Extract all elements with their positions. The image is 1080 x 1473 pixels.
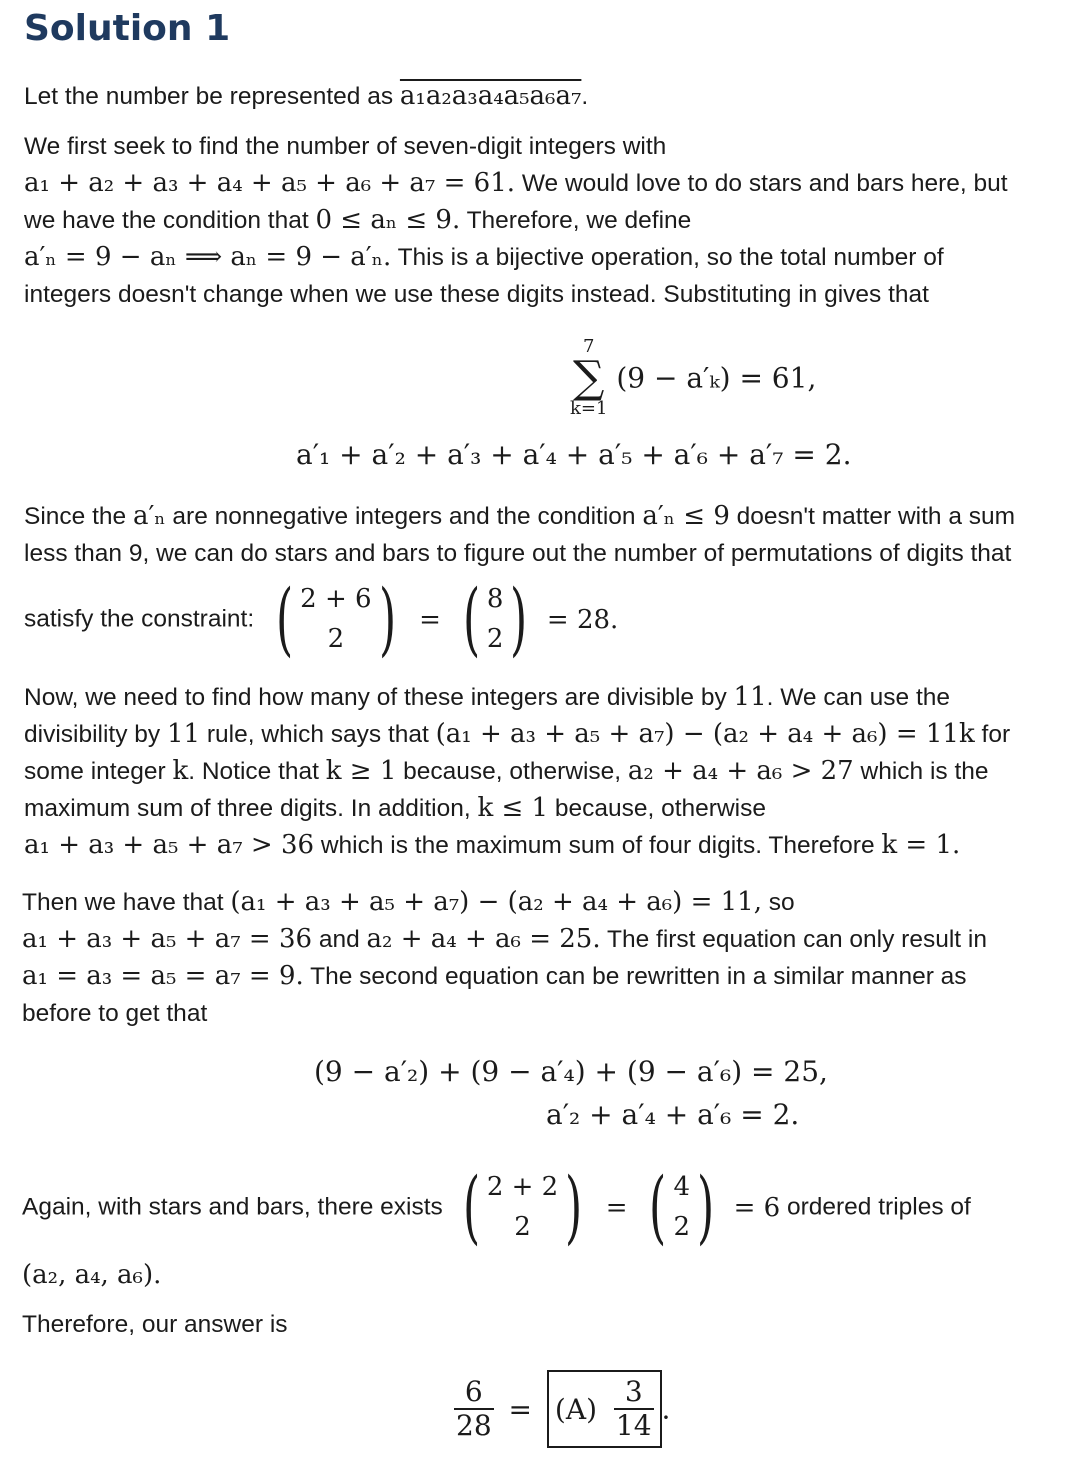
- binomial-2plus2-choose-2: ( 2 + 2 2 ): [462, 1160, 583, 1253]
- number-notation: a₁a₂a₃a₄a₅a₆a₇: [399, 81, 582, 111]
- p5-line1: Then we have that (a₁ + a₃ + a₅ + a₇) − (a₂ + a₄ + a₆) = 11, so: [22, 887, 795, 917]
- p4-line1: Now, we need to find how many of these integers are divisible by 11. We can use the: [24, 682, 951, 712]
- p2-line3: we have the condition that 0 ≤ aₙ ≤ 9. Therefore, we define: [24, 205, 692, 235]
- p6-line2: (a₂, a₄, a₆).: [22, 1260, 162, 1290]
- p7-line: Therefore, our answer is: [22, 1311, 288, 1338]
- p4-line4: maximum sum of three digits. In addition, k ≤ 1 because, otherwise: [24, 793, 766, 823]
- solution-title: Solution 1: [24, 8, 231, 49]
- p2-line1: We first seek to find the number of seven-digit integers with: [24, 133, 667, 160]
- p2-line2: a₁ + a₂ + a₃ + a₄ + a₅ + a₆ + a₇ = 61. We would love to do stars and bars here, but: [24, 168, 1008, 198]
- p6-line1: Again, with stars and bars, there exists ( 2 + 2 2 ) = ( 4 2) = 6 ordered triples of: [22, 1160, 971, 1253]
- reduced-equation: a′₂ + a′₄ + a′₆ = 2.: [546, 1098, 800, 1131]
- p5-line4: before to get that: [22, 1000, 208, 1027]
- p4-line5: a₁ + a₃ + a₅ + a₇ > 36 which is the maximum sum of four digits. Therefore k = 1.: [24, 830, 961, 860]
- summation-equation: 7 ∑ k=1 (9 − a′ₖ) = 61,: [570, 336, 817, 419]
- p4-line2: divisibility by 11 rule, which says that (a₁ + a₃ + a₅ + a₇) − (a₂ + a₄ + a₆) = 11k for: [24, 719, 1011, 749]
- binomial-8-choose-2: ( 8 2): [462, 572, 528, 665]
- p4-line3: some integer k. Notice that k ≥ 1 because, otherwise, a₂ + a₄ + a₆ > 27 which is the: [24, 756, 989, 786]
- rewritten-equation: (9 − a′₂) + (9 − a′₄) + (9 − a′₆) = 25,: [314, 1055, 828, 1088]
- p3-line3: satisfy the constraint: ( 2 + 6 2 ) = ( 8 2) = 28.: [24, 572, 619, 665]
- final-answer: $\frac{6}{28}$ = (A) $\frac{3}{14}$ .: [454, 1370, 670, 1448]
- sum-of-primes-equation: a′₁ + a′₂ + a′₃ + a′₄ + a′₅ + a′₆ + a′₇ = 2.: [296, 438, 852, 471]
- p3-line2: less than 9, we can do stars and bars to figure out the number of permutations of digits that: [24, 540, 1012, 567]
- p5-line3: a₁ = a₃ = a₅ = a₇ = 9. The second equation can be rewritten in a similar manner as: [22, 961, 967, 991]
- p2-line5: integers doesn't change when we use these digits instead. Substituting in gives that: [24, 281, 929, 308]
- sigma-symbol: 7 ∑ k=1: [570, 336, 608, 419]
- answer-fraction: $\frac{3}{14}$: [615, 1375, 652, 1443]
- binomial-4-choose-2: ( 4 2): [649, 1160, 715, 1253]
- boxed-answer: (A) $\frac{3}{14}$: [547, 1370, 662, 1448]
- probability-fraction: $\frac{6}{28}$: [456, 1375, 492, 1443]
- intro-line: Let the number be represented as a₁a₂a₃a₄a₅a₆a₇.: [24, 81, 589, 111]
- p5-line2: a₁ + a₃ + a₅ + a₇ = 36 and a₂ + a₄ + a₆ = 25. The first equation can only result in: [22, 924, 987, 954]
- binomial-2plus6-choose-2: ( 2 + 6 2 ): [275, 572, 396, 665]
- p2-line4: a′ₙ = 9 − aₙ ⟹ aₙ = 9 − a′ₙ. This is a bijective operation, so the total number of: [24, 242, 944, 272]
- p3-line1: Since the a′ₙ are nonnegative integers and the condition a′ₙ ≤ 9 doesn't matter with a sum: [24, 501, 1016, 531]
